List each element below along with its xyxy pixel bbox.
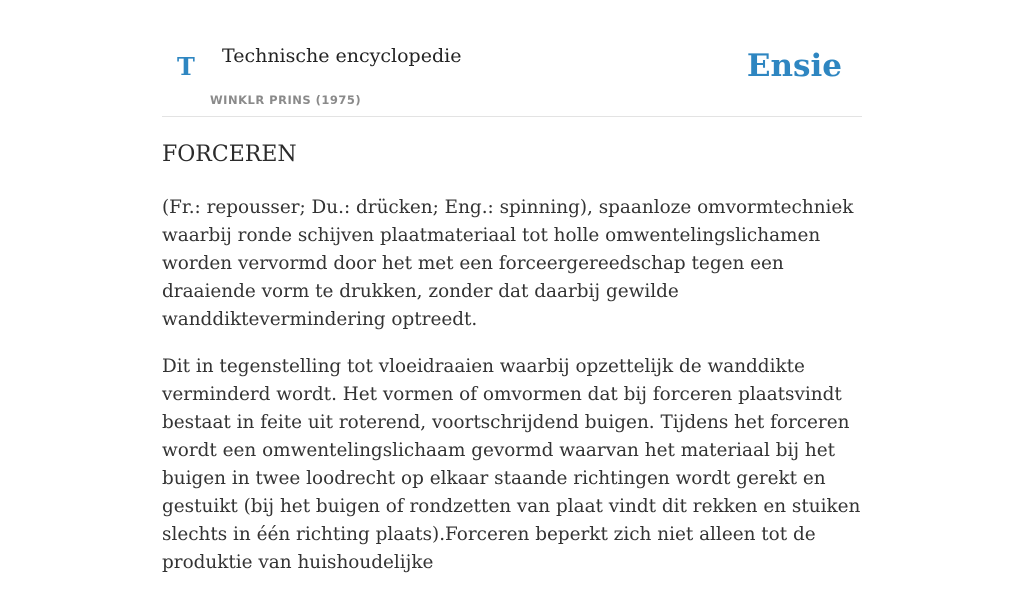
entry-content [162,140,867,596]
book-logo[interactable]: T [177,52,195,81]
book-source: WINKLR PRINS (1975) [210,93,362,107]
entry-paragraph: Dit in tegenstelling tot vloeidraaien waarbij opzettelijk de wanddikte verminderd wordt. Het vormen of omvormen dat bij forceren plaatsvindt bestaat in feite uit roterend, voortschrijdend buigen. Tijdens het forceren wordt een omwentelingslichaam gevormd waarvan het materiaal bij het buigen in twee loodrecht op elkaar staande richtingen wordt gerekt en gestuikt (bij het buigen of rondzetten van plaat vindt dit rekken en stuiken slechts in één richting plaats).Forceren beperkt zich niet alleen tot de produktie van huishoudelijke [162,356,861,573]
book-header [162,0,862,117]
entry-title: FORCEREN [162,142,297,167]
book-title[interactable]: Technische encyclopedie [222,45,462,67]
brand-logo[interactable]: Ensie [746,48,842,84]
entry-paragraph: (Fr.: repousser; Du.: drücken; Eng.: spinning), spaanloze omvormtechniek waarbij ronde schijven plaatmateriaal tot holle omwentelingslichamen worden vervormd door het met een forceergereedschap tegen een draaiende vorm te drukken, zonder dat daarbij gewilde wanddiktevermindering optreedt. [162,197,854,330]
